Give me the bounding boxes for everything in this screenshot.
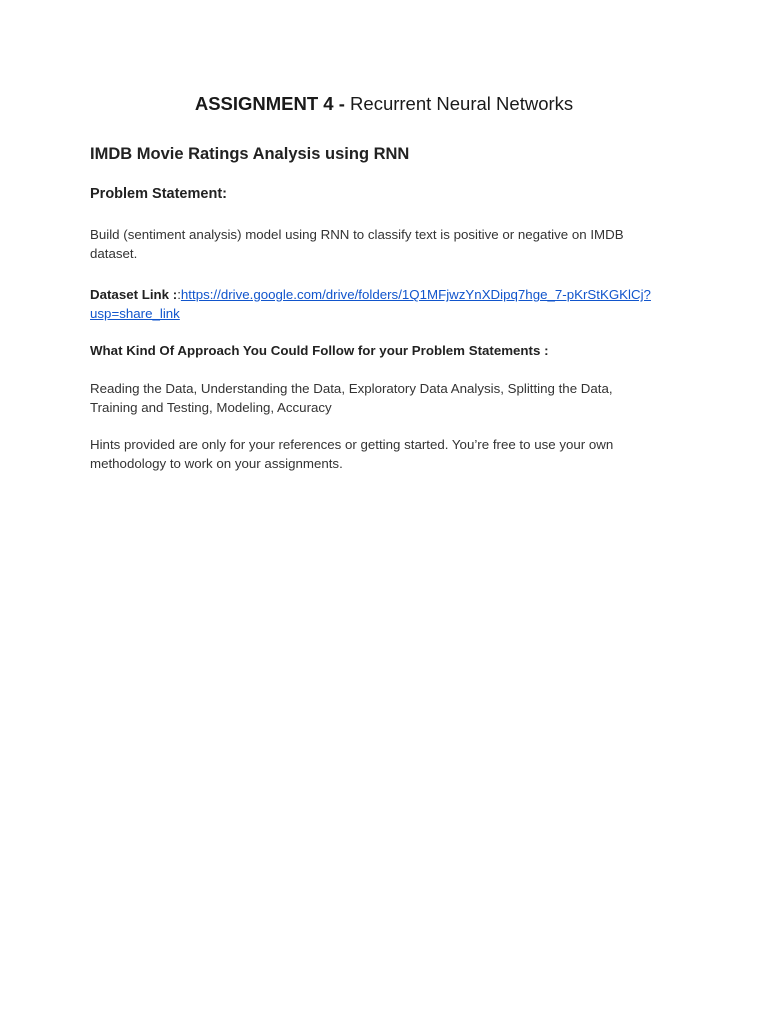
approach-heading: What Kind Of Approach You Could Follow for your Problem Statements : xyxy=(90,343,549,358)
problem-statement-heading: Problem Statement: xyxy=(90,186,227,202)
dataset-link-url-part-2[interactable]: usp=share_link xyxy=(90,306,180,321)
dataset-link-paragraph xyxy=(90,285,690,323)
dataset-link-line-2 xyxy=(90,304,690,323)
hints-line-1: Hints provided are only for your references or getting started. You’re free to use your own xyxy=(90,437,614,452)
hints-text xyxy=(90,435,690,473)
title-topic: Recurrent Neural Networks xyxy=(344,93,574,114)
approach-text xyxy=(90,379,690,417)
approach-line-2: Training and Testing, Modeling, Accuracy xyxy=(90,400,332,415)
problem-statement-line-1: Build (sentiment analysis) model using RNN to classify text is positive or negative on IMDB xyxy=(90,227,624,242)
title-assignment-number: ASSIGNMENT 4 - xyxy=(194,93,345,114)
problem-statement-text xyxy=(90,225,690,263)
dataset-link-separator: : xyxy=(177,287,181,302)
page-title xyxy=(0,93,768,115)
approach-line-1: Reading the Data, Understanding the Data, Exploratory Data Analysis, Splitting the Data, xyxy=(90,381,613,396)
hints-line-2: methodology to work on your assignments. xyxy=(90,456,343,471)
problem-statement-line-2: dataset. xyxy=(90,246,138,261)
document-subtitle: IMDB Movie Ratings Analysis using RNN xyxy=(90,145,410,163)
dataset-link-label: Dataset Link : xyxy=(90,287,178,302)
dataset-link-line-1 xyxy=(90,285,690,304)
dataset-link-url-part-1[interactable]: https://drive.google.com/drive/folders/1Q1MFjwzYnXDipq7hge_7-pKrStKGKlCj? xyxy=(180,287,651,302)
